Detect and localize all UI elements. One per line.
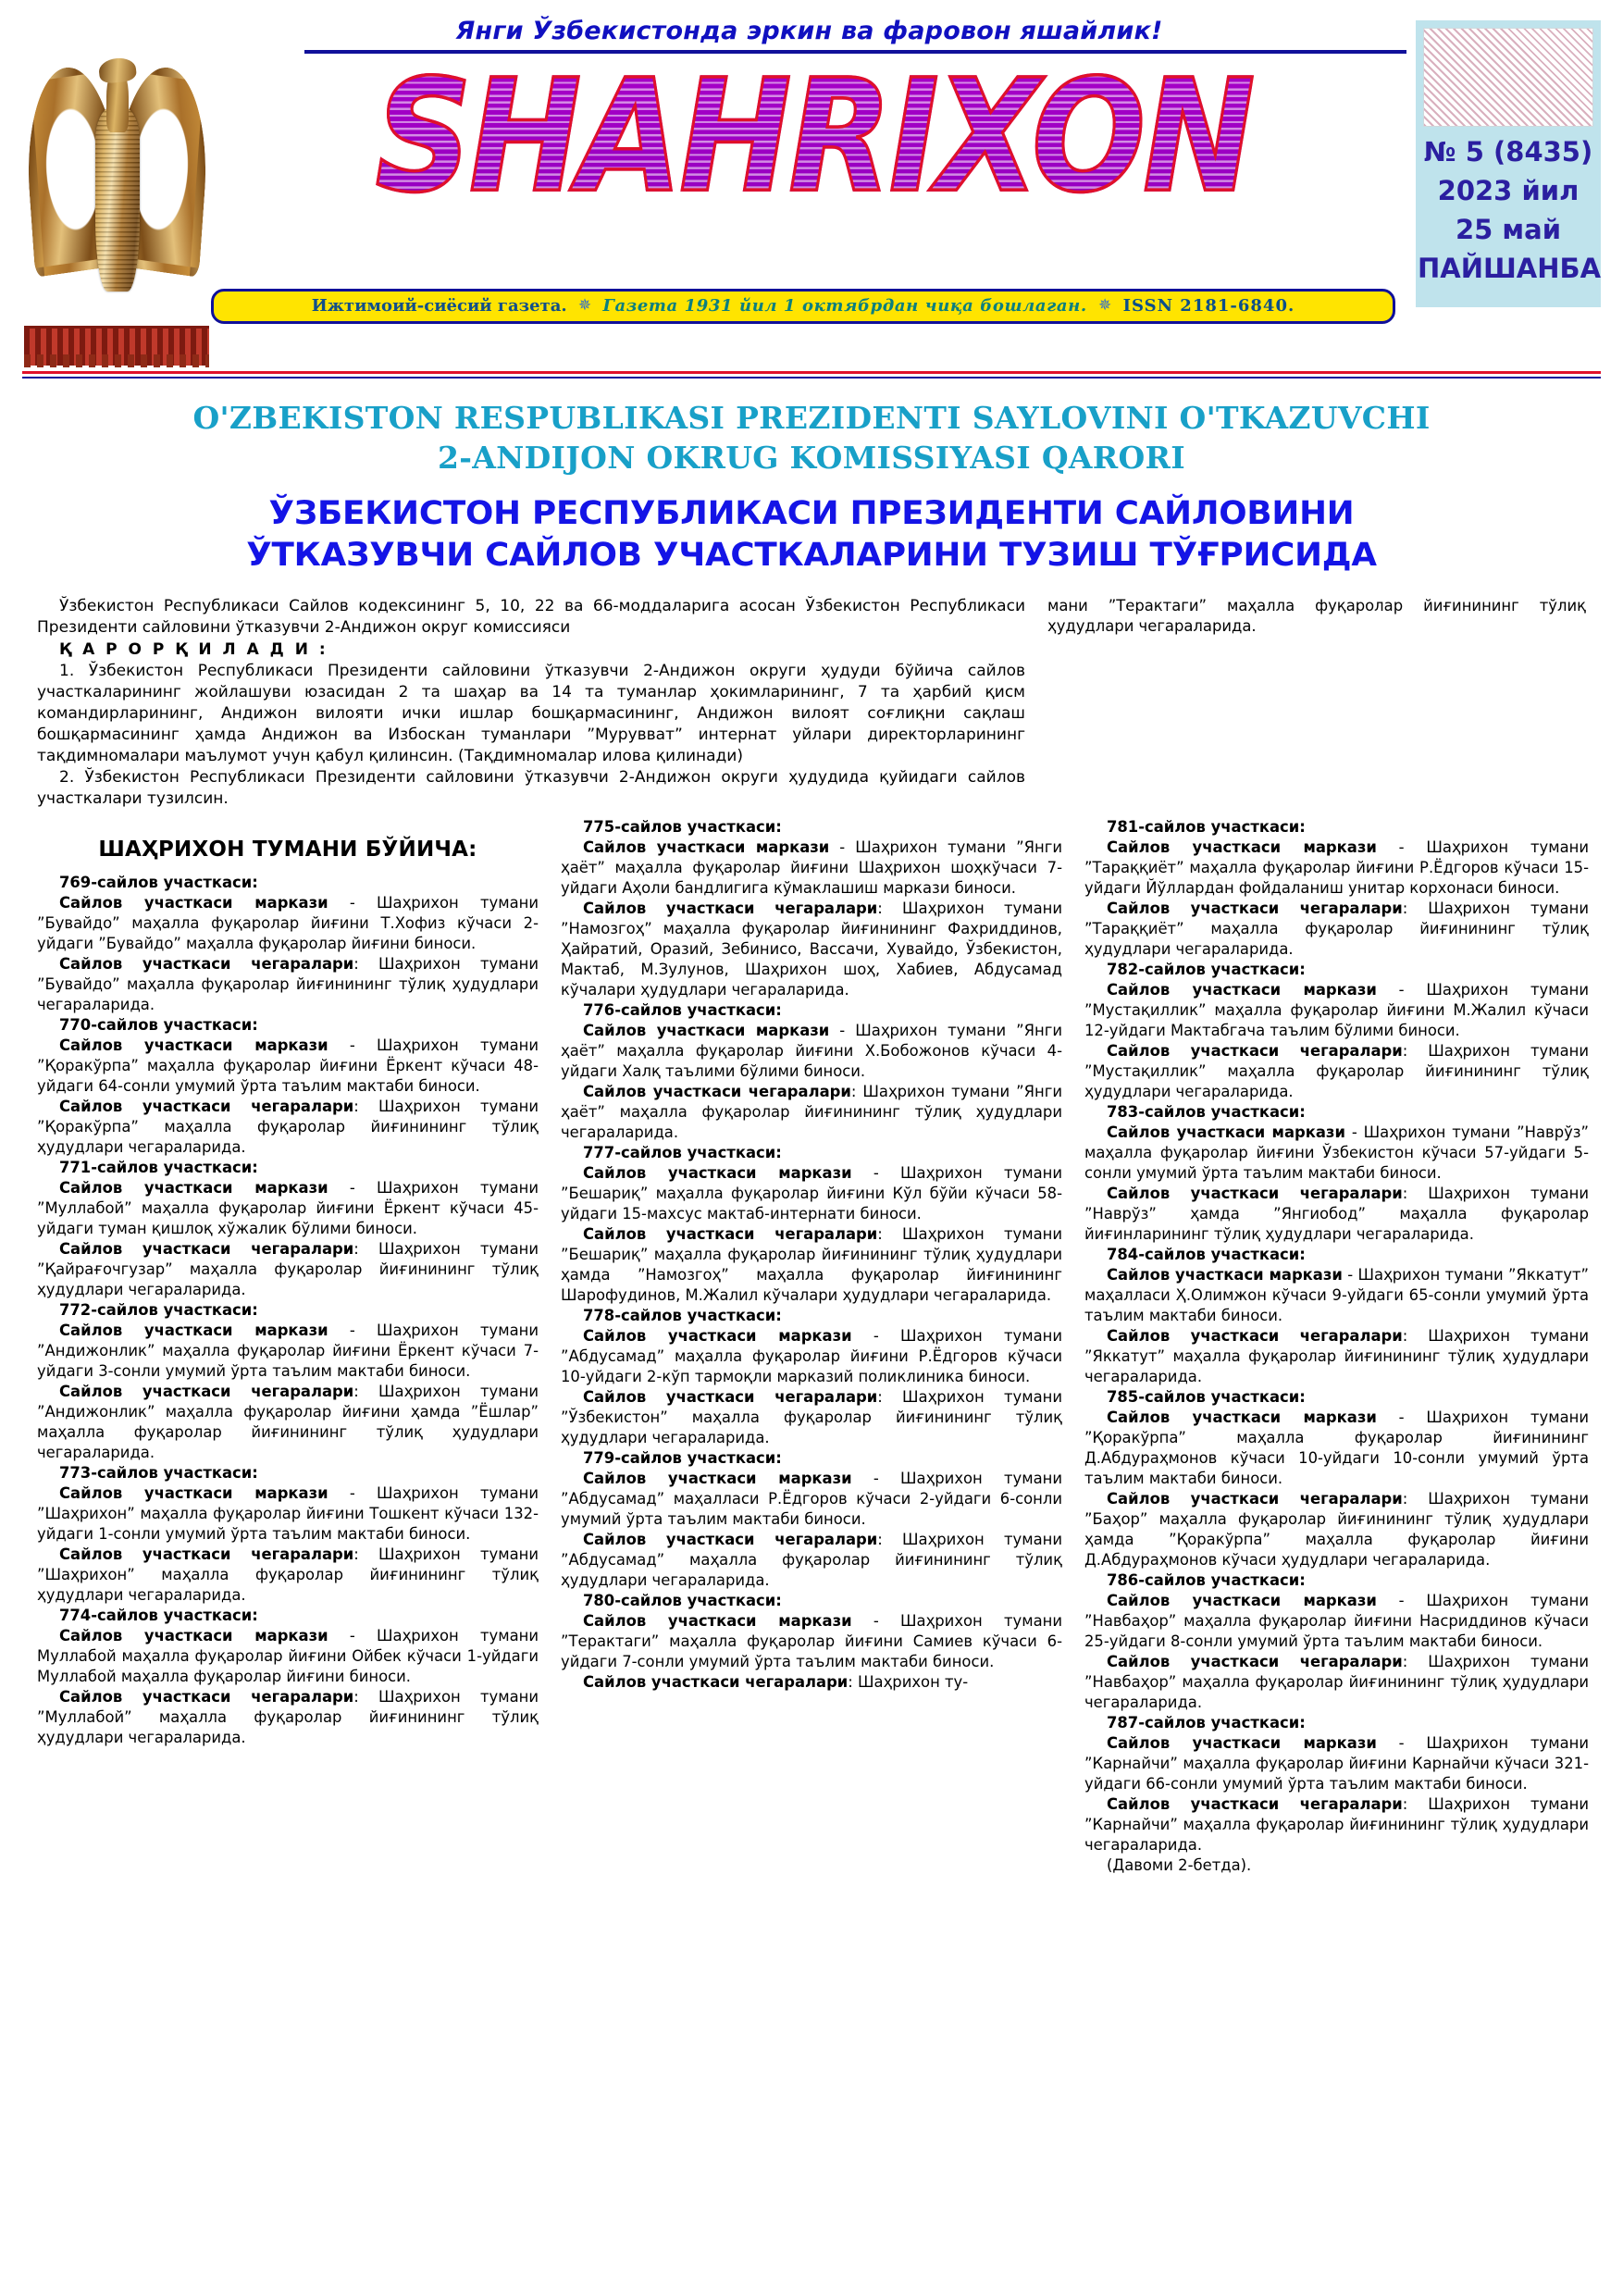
column-2 xyxy=(561,813,1062,1875)
columns-container xyxy=(37,813,1590,1875)
precinct-number-heading: 774-сайлов участкаси: xyxy=(59,1606,258,1624)
headline-line-2: ЎТКАЗУВЧИ САЙЛОВ УЧАСТКАЛАРИНИ ТУЗИШ ТЎҒРИСИДА xyxy=(246,536,1377,574)
precinct-center-paragraph: Сайлов участкаси маркази - Шаҳрихон тумани ”Қоракўрпа” маҳалла фуқаролар йиғинининг Д.Абдураҳмонов кўчаси 10-уйдаги 10-сонли умумий ўрта таълим мактаби биноси. xyxy=(1084,1409,1589,1487)
precinct-number-heading: 773-сайлов участкаси: xyxy=(59,1464,258,1483)
top-band xyxy=(37,596,1586,810)
precinct-borders-label: Сайлов участкаси чегаралари xyxy=(59,1687,354,1706)
precinct-center-label: Сайлов участкаси маркази xyxy=(583,1611,852,1630)
precinct-borders-label: Сайлов участкаси чегаралари xyxy=(59,1545,354,1563)
precinct-borders-label: Сайлов участкаси чегаралари xyxy=(583,1083,851,1101)
precinct-borders-paragraph: Сайлов участкаси чегаралари: Шаҳрихон тумани ”Наврўз” ҳамда ”Янгиобод” маҳалла фуқаролар йиғинларининг тўлиқ ҳудудлари чегараларида. xyxy=(1084,1185,1589,1244)
precinct-number-heading: 781-сайлов участкаси: xyxy=(1107,818,1306,837)
precinct-borders-label: Сайлов участкаси чегаралари xyxy=(59,955,354,974)
info-issn: ISSN 2181-6840. xyxy=(1122,296,1295,316)
kicker-line-1: O'ZBEKISTON RESPUBLIKASI PREZIDENTI SAYLOVINI O'TKAZUVCHI xyxy=(192,400,1431,436)
precinct-center-label: Сайлов участкаси маркази xyxy=(1107,1266,1343,1285)
precinct-borders-label: Сайлов участкаси чегаралари xyxy=(583,900,878,918)
masthead-blue-rule xyxy=(22,377,1601,379)
issue-weekday: ПАЙШАНБА xyxy=(1418,253,1602,285)
precinct-borders-paragraph: Сайлов участкаси чегаралари: Шаҳрихон тумани ”Баҳор” маҳалла фуқаролар йиғинининг тўлиқ ҳудудлари ҳамда ”Қоракўрпа” маҳалла фуқаролар йиғини Д.Абдураҳмонов кўчаси ҳудудлари чегараларида. xyxy=(1084,1489,1589,1569)
precinct-center-label: Сайлов участкаси маркази xyxy=(1107,1591,1377,1609)
star-icon: ✵ xyxy=(577,296,592,315)
precinct-center-paragraph: Сайлов участкаси маркази - Шаҳрихон тумани ”Янги ҳаёт” маҳалла фуқаролар йиғини Х.Бобожонов кўчаси 4-уйдаги Халқ таълими бўлими биноси. xyxy=(561,1022,1062,1081)
precinct-number-heading: 776-сайлов участкаси: xyxy=(583,1001,782,1020)
headline-line-1: ЎЗБЕКИСТОН РЕСПУБЛИКАСИ ПРЕЗИДЕНТИ САЙЛОВИНИ xyxy=(268,494,1355,532)
precinct-center-paragraph: Сайлов участкаси маркази - Шаҳрихон тумани ”Абдусамад” маҳалласи Р.Ёдгоров кўчаси 2-уйдаги 6-сонли умумий ўрта таълим мактаби биноси. xyxy=(561,1469,1063,1528)
precinct-borders-paragraph: Сайлов участкаси чегаралари: Шаҳрихон тумани ”Андижонлик” маҳалла фуқаролар йиғини ҳамда ”Ёшлар” маҳалла фуқаролар йиғинининг тўлиқ ҳудудлари чегараларида. xyxy=(37,1383,539,1462)
precinct-borders-paragraph: Сайлов участкаси чегаралари: Шаҳрихон тумани ”Абдусамад” маҳалла фуқаролар йиғинининг тўлиқ ҳудудлари чегараларида. xyxy=(561,1530,1062,1589)
precinct-borders-paragraph: Сайлов участкаси чегаралари: Шаҳрихон тумани ”Шаҳрихон” маҳалла фуқаролар йиғинининг тўлиқ ҳудудлари чегараларида. xyxy=(37,1545,539,1604)
precinct-center-paragraph: Сайлов участкаси маркази - Шаҳрихон тумани ”Абдусамад” маҳалла фуқаролар йиғини Р.Ёдгоров кўчаси 10-уйдаги 2-кўп тармоқли марказий поликлиника биноси. xyxy=(561,1327,1063,1386)
precinct-center-label: Сайлов участкаси маркази xyxy=(583,1469,852,1487)
masthead xyxy=(0,0,1623,366)
info-founded: Газета 1931 йил 1 октябрдан чиқа бошлаган. xyxy=(602,296,1087,316)
decision-keyword: Қ А Р О Р Қ И Л А Д И : xyxy=(59,639,328,659)
precinct-number-heading: 780-сайлов участкаси: xyxy=(583,1591,782,1609)
precinct-center-label: Сайлов участкаси маркази xyxy=(59,1626,328,1644)
decorative-hatch-pattern xyxy=(1423,28,1593,127)
kicker-line-2: 2-ANDIJON OKRUG KOMISSIYASI QARORI xyxy=(437,439,1186,476)
precinct-borders-label: Сайлов участкаси чегаралари xyxy=(59,1240,354,1259)
precinct-borders-label: Сайлов участкаси чегаралари xyxy=(583,1672,849,1691)
precinct-borders-label: Сайлов участкаси чегаралари xyxy=(1107,1327,1403,1346)
intro-paragraph-3: 2. Ўзбекистон Республикаси Президенти сайловини ўтказувчи 2-Андижон округи ҳудудида қуйидаги сайлов участкалари тузилсин. xyxy=(37,768,1025,809)
precinct-borders-paragraph: Сайлов участкаси чегаралари: Шаҳрихон тумани ”Янги ҳаёт” маҳалла фуқаролар йиғинининг тўлиқ ҳудудлари чегараларида. xyxy=(561,1083,1063,1142)
precinct-center-paragraph: Сайлов участкаси маркази - Шаҳрихон тумани ”Муллабой” маҳалла фуқаролар йиғини Ёркент кўчаси 45-уйдаги туман қишлоқ хўжалик бўлими биноси. xyxy=(37,1179,539,1238)
precinct-borders-label: Сайлов участкаси чегаралари xyxy=(583,1388,878,1407)
info-bar xyxy=(211,289,1395,324)
precinct-center-label: Сайлов участкаси маркази xyxy=(583,838,830,857)
precinct-center-label: Сайлов участкаси маркази xyxy=(1107,838,1377,857)
logo-base-ornament-icon xyxy=(24,326,209,366)
precinct-list-col-3 xyxy=(1084,817,1589,1855)
precinct-borders-label: Сайлов участкаси чегаралари xyxy=(1107,1042,1403,1061)
article-body xyxy=(37,596,1590,1875)
precinct-number-heading: 784-сайлов участкаси: xyxy=(1107,1246,1306,1264)
precinct-number-heading: 782-сайлов участкаси: xyxy=(1107,961,1306,979)
star-icon-2: ✵ xyxy=(1098,296,1112,315)
precinct-borders-paragraph: Сайлов участкаси чегаралари: Шаҳрихон тумани ”Тараққиёт” маҳалла фуқаролар йиғинининг тўлиқ ҳудудлари чегараларида. xyxy=(1084,900,1589,959)
precinct-center-paragraph: Сайлов участкаси маркази - Шаҳрихон тумани ”Янги ҳаёт” маҳалла фуқаролар йиғини Шаҳрихон шоҳкўчаси 7-уйдаги Аҳоли бандлигига кўмаклашиш маркази биноси. xyxy=(561,838,1062,898)
precinct-number-heading: 772-сайлов участкаси: xyxy=(59,1301,258,1320)
column-1 xyxy=(37,813,539,1875)
column-3 xyxy=(1084,813,1589,1875)
precinct-center-label: Сайлов участкаси маркази xyxy=(59,1322,328,1340)
precinct-center-paragraph: Сайлов участкаси маркази - Шаҳрихон тумани ”Бувайдо” маҳалла фуқаролар йиғини Т.Хофиз кўчаси 2-уйдаги ”Бувайдо” маҳалла фуқаролар йиғини биноси. xyxy=(37,894,539,953)
masthead-center xyxy=(212,0,1416,228)
precinct-borders-paragraph: Сайлов участкаси чегаралари: Шаҳрихон тумани ”Карнайчи” маҳалла фуқаролар йиғинининг тўлиқ ҳудудлари чегараларида. xyxy=(1084,1794,1589,1854)
precinct-borders-paragraph: Сайлов участкаси чегаралари: Шаҳрихон тумани ”Бешариқ” маҳалла фуқаролар йиғинининг тўлиқ ҳудудлари ҳамда ”Намозгоҳ” маҳалла фуқаролар йиғинининг Шарофудинов, М.Жалил кўчалари ҳудудлари чегараларида. xyxy=(561,1225,1062,1305)
precinct-number-heading: 785-сайлов участкаси: xyxy=(1107,1388,1306,1407)
precinct-borders-label: Сайлов участкаси чегаралари xyxy=(1107,1185,1403,1203)
precinct-center-label: Сайлов участкаси маркази xyxy=(1107,981,1377,999)
precinct-center-label: Сайлов участкаси маркази xyxy=(1107,1123,1345,1142)
precinct-borders-paragraph: Сайлов участкаси чегаралари: Шаҳрихон тумани ”Қайрағочгузар” маҳалла фуқаролар йиғинининг тўлиқ ҳудудлари чегараларида. xyxy=(37,1240,539,1299)
district-heading: ШАҲРИХОН ТУМАНИ БЎЙИЧА: xyxy=(98,838,477,863)
article-kicker xyxy=(83,399,1540,478)
info-type: Ижтимоий-сиёсий газета. xyxy=(311,296,567,316)
precinct-borders-paragraph: Сайлов участкаси чегаралари: Шаҳрихон тумани ”Яккатут” маҳалла фуқаролар йиғинининг тўлиқ ҳудудлари чегараларида. xyxy=(1084,1327,1589,1386)
precinct-center-paragraph: Сайлов участкаси маркази - Шаҳрихон тумани ”Наврўз” маҳалла фуқаролар йиғини Ўзбекистон кўчаси 57-уйдаги 5-сонли умумий ўрта таълим мактаби биноси. xyxy=(1084,1123,1590,1183)
precinct-borders-paragraph: Сайлов участкаси чегаралари: Шаҳрихон тумани ”Қоракўрпа” маҳалла фуқаролар йиғинининг тўлиқ ҳудудлари чегараларида. xyxy=(37,1098,539,1157)
precinct-borders-label: Сайлов участкаси чегаралари xyxy=(1107,900,1403,918)
intro-paragraph-1: Ўзбекистон Республикаси Сайлов кодексининг 5, 10, 22 ва 66-моддаларига асосан Ўзбекистон Республикаси Президенти сайловини ўтказувчи 2-Андижон округ комиссияси xyxy=(37,597,1025,638)
precinct-center-paragraph: Сайлов участкаси маркази - Шаҳрихон тумани ”Тараққиёт” маҳалла фуқаролар йиғини Р.Ёдгоров кўчаси 15-уйдаги Йўллардан фойдаланиш унитар корхонаси биноси. xyxy=(1084,838,1589,898)
precinct-number-heading: 769-сайлов участкаси: xyxy=(59,874,258,892)
intro-paragraph-2: 1. Ўзбекистон Республикаси Президенти сайловини ўтказувчи 2-Андижон округи ҳудуди бўйича сайлов участкаларининг жойлашуви юзасидан 2 та шаҳар ва 14 та туманлар ҳокимларининг, 7 та ҳарбий қисм командирларининг, Андижон вилояти ички ишлар бошқармасининг, Андижон вилоят соғлиқни сақлаш бошқармасининг ҳамда Андижон ва Избоскан туманлари ”Мурувват” интернат уйлари директорларининг тақдимномалари маълумот учун қабул қилинсин. (Тақдимномалар илова қилинади) xyxy=(37,661,1025,766)
precinct-center-label: Сайлов участкаси маркази xyxy=(59,1179,328,1198)
masthead-red-rule xyxy=(22,371,1601,374)
precinct-borders-paragraph: Сайлов участкаси чегаралари: Шаҳрихон тумани ”Бувайдо” маҳалла фуқаролар йиғинининг тўлиқ ҳудудлари чегараларида. xyxy=(37,955,539,1014)
precinct-center-paragraph: Сайлов участкаси маркази - Шаҳрихон тумани ”Шаҳрихон” маҳалла фуқаролар йиғини Тошкент кўчаси 132-уйдаги 1-сонли умумий ўрта таълим мактаби биноси. xyxy=(37,1484,539,1543)
precinct-center-label: Сайлов участкаси маркази xyxy=(59,1036,328,1055)
precinct-center-paragraph: Сайлов участкаси маркази - Шаҳрихон тумани ”Мустақиллик” маҳалла фуқаролар йиғини М.Жалил кўчаси 12-уйдаги Мактабгача таълим бўлими биноси. xyxy=(1084,981,1589,1040)
precinct-center-paragraph: Сайлов участкаси маркази - Шаҳрихон тумани ”Қоракўрпа” маҳалла фуқаролар йиғини Ёркент кўчаси 48-уйдаги 64-сонли умумий ўрта таълим мактаби биноси. xyxy=(37,1036,539,1096)
continued-note: (Давоми 2-бетда). xyxy=(1107,1855,1252,1874)
precinct-number-heading: 786-сайлов участкаси: xyxy=(1107,1570,1306,1589)
precinct-borders-paragraph: Сайлов участкаси чегаралари: Шаҳрихон тумани ”Навбаҳор” маҳалла фуқаролар йиғинининг тўлиқ ҳудудлари чегараларида. xyxy=(1084,1652,1589,1711)
precinct-center-paragraph: Сайлов участкаси маркази - Шаҳрихон тумани ”Навбаҳор” маҳалла фуқаролар йиғини Насриддинов кўчаси 25-уйдаги 8-сонли умумий ўрта таълим мактаби биноси. xyxy=(1084,1591,1589,1650)
precinct-borders-label: Сайлов участкаси чегаралари xyxy=(1107,1652,1403,1670)
precinct-borders-label: Сайлов участкаси чегаралари xyxy=(1107,1794,1403,1813)
precinct-list-col-2 xyxy=(561,817,1062,1692)
masthead-wordmark xyxy=(212,46,1416,228)
precinct-borders-label: Сайлов участкаси чегаралари xyxy=(583,1530,878,1548)
precinct-center-label: Сайлов участкаси маркази xyxy=(583,1164,852,1183)
precinct-borders-paragraph: Сайлов участкаси чегаралари: Шаҳрихон ту- xyxy=(583,1672,969,1691)
precinct-borders-paragraph: Сайлов участкаси чегаралари: Шаҳрихон тумани ”Ўзбекистон” маҳалла фуқаролар йиғинининг тўлиқ ҳудудлари чегараларида. xyxy=(561,1388,1062,1446)
precinct-borders-label: Сайлов участкаси чегаралари xyxy=(59,1383,354,1401)
precinct-borders-paragraph: Сайлов участкаси чегаралари: Шаҳрихон тумани ”Намозгоҳ” маҳалла фуқаролар йиғинининг Фахриддинов, Ҳайратий, Оразий, Зебинисо, Вассачи, Хувайдо, Ўзбекистон, Мактаб, М.Зулунов, Шаҳрихон шоҳ, Хабиев, Абдусамад кўчалари ҳудудлари чегараларида. xyxy=(561,900,1062,999)
issue-number: № 5 (8435) xyxy=(1423,136,1593,168)
precinct-center-paragraph: Сайлов участкаси маркази - Шаҳрихон тумани ”Бешариқ” маҳалла фуқаролар йиғини Кўл бўйи кўчаси 58-уйдаги 15-махсус мактаб-интернати биноси. xyxy=(561,1164,1063,1223)
precinct-center-label: Сайлов участкаси маркази xyxy=(583,1022,830,1040)
precinct-number-heading: 777-сайлов участкаси: xyxy=(583,1144,782,1162)
precinct-center-paragraph: Сайлов участкаси маркази - Шаҳрихон тумани Муллабой маҳалла фуқаролар йиғини Ойбек кўчаси 1-уйдаги Муллабой маҳалла фуқаролар йиғини биноси. xyxy=(37,1626,539,1685)
precinct-number-heading: 771-сайлов участкаси: xyxy=(59,1159,258,1177)
intro-block xyxy=(37,596,1025,810)
info-bar-wrapper xyxy=(211,289,1395,324)
issue-date: 25 май xyxy=(1455,214,1562,246)
precinct-borders-paragraph: Сайлов участкаси чегаралари: Шаҳрихон тумани ”Мустақиллик” маҳалла фуқаролар йиғинининг тўлиқ ҳудудлари чегараларида. xyxy=(1084,1042,1589,1101)
column-3-top xyxy=(1047,596,1586,810)
precinct-center-label: Сайлов участкаси маркази xyxy=(1107,1409,1377,1427)
precinct-center-label: Сайлов участкаси маркази xyxy=(1107,1733,1377,1752)
precinct-number-heading: 787-сайлов участкаси: xyxy=(1107,1713,1306,1731)
precinct-center-label: Сайлов участкаси маркази xyxy=(59,894,328,912)
precinct-borders-label: Сайлов участкаси чегаралари xyxy=(1107,1489,1403,1508)
precinct-number-heading: 779-сайлов участкаси: xyxy=(583,1448,782,1467)
precinct-list-col-1 xyxy=(37,873,539,1747)
precinct-number-heading: 778-сайлов участкаси: xyxy=(583,1307,782,1325)
precinct-center-label: Сайлов участкаси маркази xyxy=(59,1484,328,1502)
precinct-center-paragraph: Сайлов участкаси маркази - Шаҳрихон тумани ”Яккатут” маҳалласи Ҳ.Олимжон кўчаси 9-уйдаги 65-сонли умумий ўрта таълим мактаби биноси. xyxy=(1084,1266,1589,1325)
issue-details xyxy=(1418,132,1602,288)
wordmark-text: SHAHRIXON xyxy=(375,46,1253,228)
precinct-center-label: Сайлов участкаси маркази xyxy=(583,1327,852,1346)
issue-year: 2023 йил xyxy=(1437,175,1580,207)
precinct-number-heading: 783-сайлов участкаси: xyxy=(1107,1103,1306,1122)
precinct-number-heading: 770-сайлов участкаси: xyxy=(59,1016,258,1035)
precinct-borders-label: Сайлов участкаси чегаралари xyxy=(583,1225,878,1244)
precinct-borders-paragraph: Сайлов участкаси чегаралари: Шаҳрихон тумани ”Муллабой” маҳалла фуқаролар йиғинининг тўлиқ ҳудудлари чегараларида. xyxy=(37,1687,539,1746)
precinct-borders-label: Сайлов участкаси чегаралари xyxy=(59,1098,354,1116)
page-title xyxy=(41,493,1583,577)
precinct-number-heading: 775-сайлов участкаси: xyxy=(583,818,782,837)
precinct-center-paragraph: Сайлов участкаси маркази - Шаҳрихон тумани ”Карнайчи” маҳалла фуқаролар йиғини Карнайчи кўчаси 321-уйдаги 66-сонли умумий ўрта таълим мактаби биноси. xyxy=(1084,1733,1589,1793)
newspaper-logo xyxy=(22,51,212,366)
precinct-780-borders-continuation: мани ”Терактаги” маҳалла фуқаролар йиғинининг тўлиқ ҳудудлари чегараларида. xyxy=(1047,597,1586,636)
issue-panel xyxy=(1416,20,1601,307)
precinct-center-paragraph: Сайлов участкаси маркази - Шаҳрихон тумани ”Андижонлик” маҳалла фуқаролар йиғини Ёркент кўчаси 7-уйдаги 3-сонли умумий ўрта таълим мактаби биноси. xyxy=(37,1322,539,1381)
precinct-center-paragraph: Сайлов участкаси маркази - Шаҳрихон тумани ”Терактаги” маҳалла фуқаролар йиғини Самиев кўчаси 6-уйдаги 7-сонли умумий ўрта таълим мактаби биноси. xyxy=(561,1611,1063,1670)
masthead-slogan: Янги Ўзбекистонда эркин ва фаровон яшайлик! xyxy=(455,17,1163,45)
humo-bird-lagan-ornament-icon xyxy=(22,51,212,319)
